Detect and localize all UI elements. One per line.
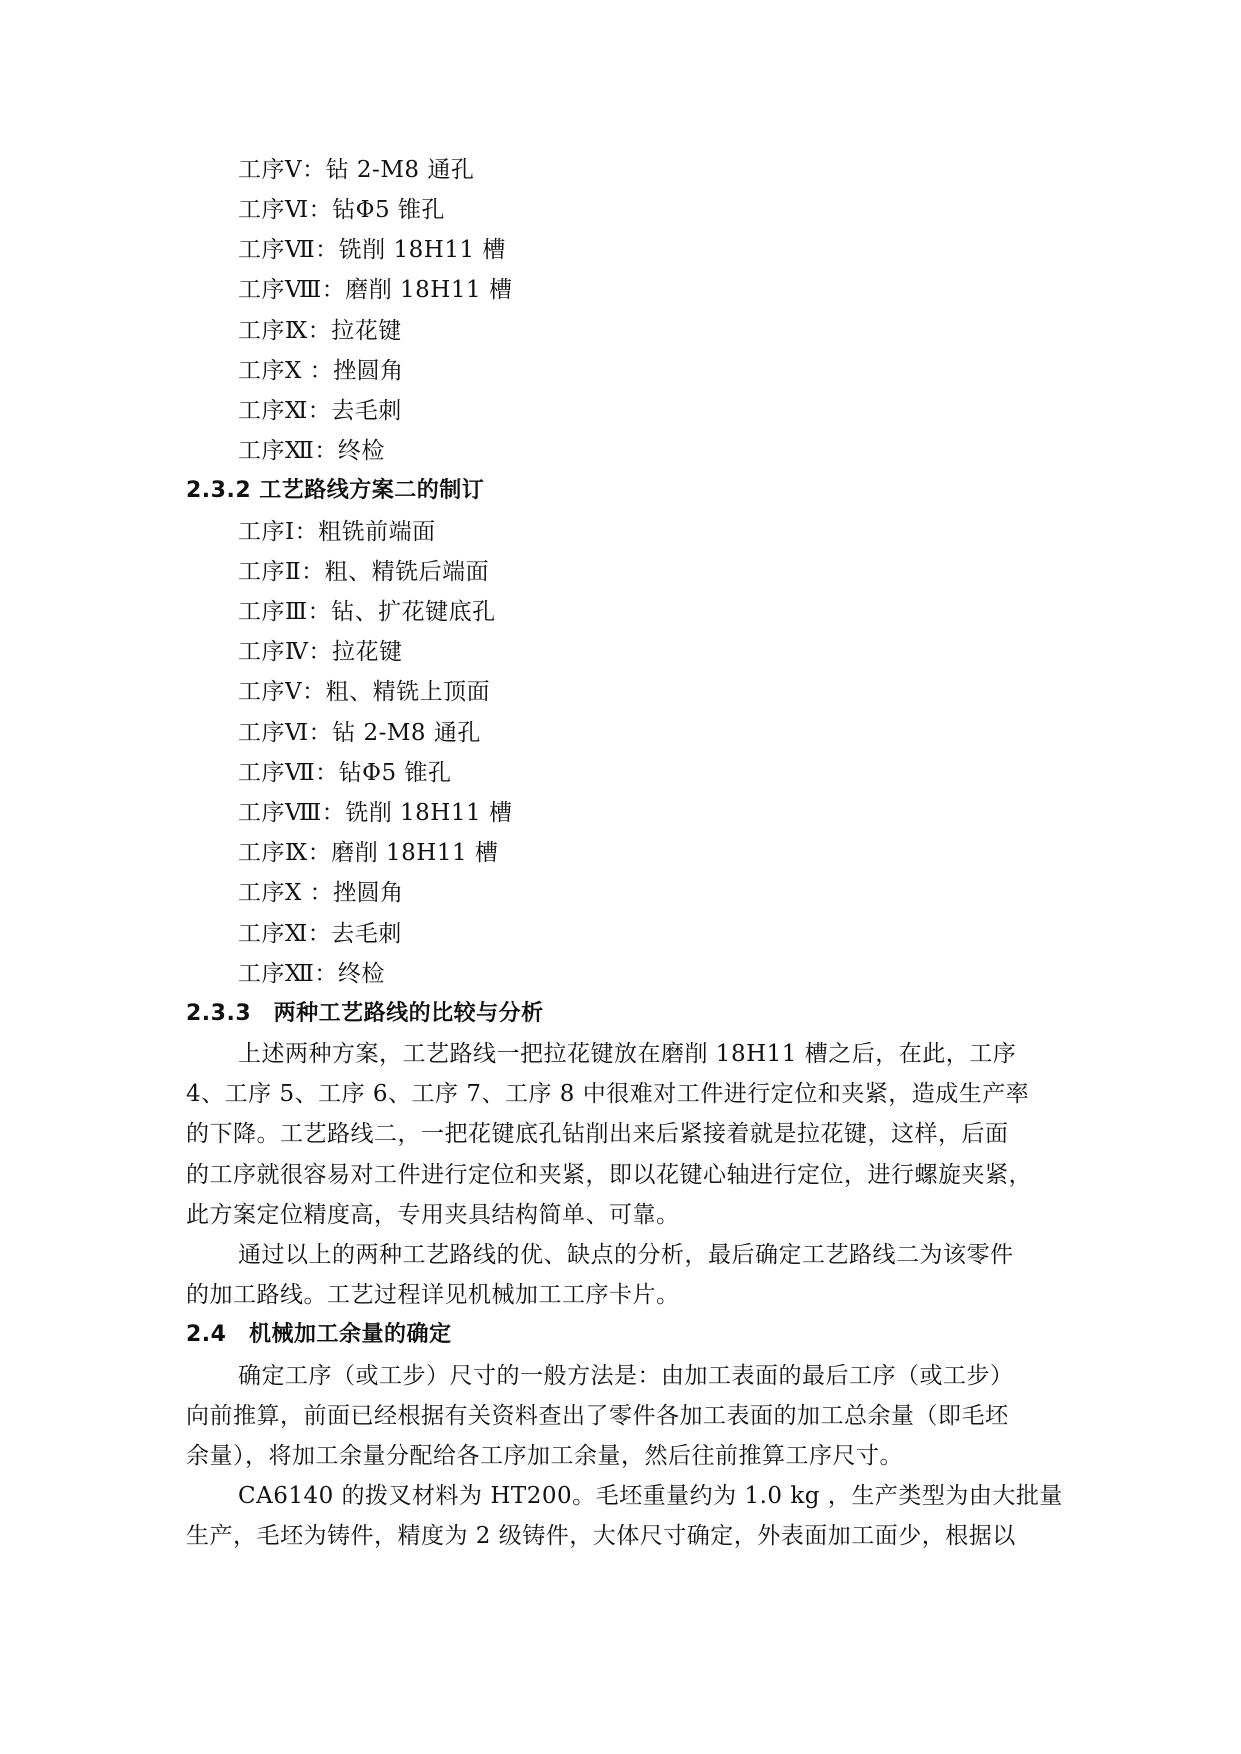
allowance-paragraph-line-3: 余量），将加工余量分配给各工序加工余量，然后往前推算工序尺寸。	[186, 1443, 903, 1469]
allowance-paragraph-line-1: 确定工序（或工步）尺寸的一般方法是：由加工表面的最后工序（或工步）	[238, 1363, 1014, 1389]
route-two-step-10: 工序Ⅹ ：挫圆角	[238, 880, 404, 906]
route-two-step-4: 工序Ⅳ：拉花键	[238, 639, 403, 665]
comparison-paragraph-line-5: 此方案定位精度高，专用夹具结构简单、可靠。	[186, 1202, 680, 1228]
comparison-paragraph-line-4: 的工序就很容易对工件进行定位和夹紧，即以花键心轴进行定位，进行螺旋夹紧，	[186, 1162, 1032, 1188]
route-two-step-12: 工序Ⅻ：终检	[238, 961, 385, 987]
route-one-step-11: 工序Ⅺ：去毛刺	[238, 398, 402, 424]
route-one-step-9: 工序Ⅸ：拉花键	[238, 318, 402, 344]
route-two-step-8: 工序Ⅷ：铣削 18H11 槽	[238, 800, 513, 826]
material-paragraph-line-2: 生产，毛坯为铸件，精度为 2 级铸件，大体尺寸确定，外表面加工面少，根据以	[186, 1523, 1016, 1549]
material-paragraph-line-1: CA6140 的拨叉材料为 HT200。毛坯重量约为 1.0 kg ，生产类型为由大批量	[238, 1483, 1063, 1509]
section-heading-232: 2.3.2 工艺路线方案二的制订	[186, 478, 485, 503]
comparison-paragraph-line-3: 的下降。工艺路线二，一把花键底孔钻削出来后紧接着就是拉花键，这样，后面	[186, 1121, 1009, 1147]
route-one-step-5: 工序Ⅴ：钻 2-M8 通孔	[238, 157, 475, 183]
route-one-step-6: 工序Ⅵ：钻Φ5 锥孔	[238, 197, 445, 223]
route-two-step-7: 工序Ⅶ：钻Φ5 锥孔	[238, 760, 452, 786]
section-heading-233: 2.3.3 两种工艺路线的比较与分析	[186, 1001, 544, 1026]
route-two-step-3: 工序Ⅲ：钻、扩花键底孔	[238, 599, 496, 625]
route-one-step-7: 工序Ⅶ：铣削 18H11 槽	[238, 237, 506, 263]
conclusion-paragraph-line-1: 通过以上的两种工艺路线的优、缺点的分析，最后确定工艺路线二为该零件	[238, 1242, 1014, 1268]
conclusion-paragraph-line-2: 的加工路线。工艺过程详见机械加工工序卡片。	[186, 1282, 680, 1308]
route-two-step-2: 工序Ⅱ：粗、精铣后端面	[238, 559, 490, 585]
route-one-step-8: 工序Ⅷ：磨削 18H11 槽	[238, 277, 513, 303]
route-two-step-5: 工序Ⅴ：粗、精铣上顶面	[238, 679, 491, 705]
comparison-paragraph-line-1: 上述两种方案，工艺路线一把拉花键放在磨削 18H11 槽之后，在此，工序	[238, 1041, 1017, 1067]
route-two-step-1: 工序Ⅰ：粗铣前端面	[238, 519, 436, 545]
section-heading-24: 2.4 机械加工余量的确定	[186, 1322, 452, 1347]
route-one-step-12: 工序Ⅻ：终检	[238, 438, 385, 464]
route-two-step-9: 工序Ⅸ：磨削 18H11 槽	[238, 840, 499, 866]
route-two-step-6: 工序Ⅵ：钻 2-M8 通孔	[238, 720, 481, 746]
comparison-paragraph-line-2: 4、工序 5、工序 6、工序 7、工序 8 中很难对工件进行定位和夹紧，造成生产率	[186, 1081, 1030, 1107]
route-one-step-10: 工序Ⅹ ：挫圆角	[238, 358, 404, 384]
allowance-paragraph-line-2: 向前推算，前面已经根据有关资料查出了零件各加工表面的加工总余量（即毛坯	[186, 1403, 1009, 1429]
route-two-step-11: 工序Ⅺ：去毛刺	[238, 921, 402, 947]
